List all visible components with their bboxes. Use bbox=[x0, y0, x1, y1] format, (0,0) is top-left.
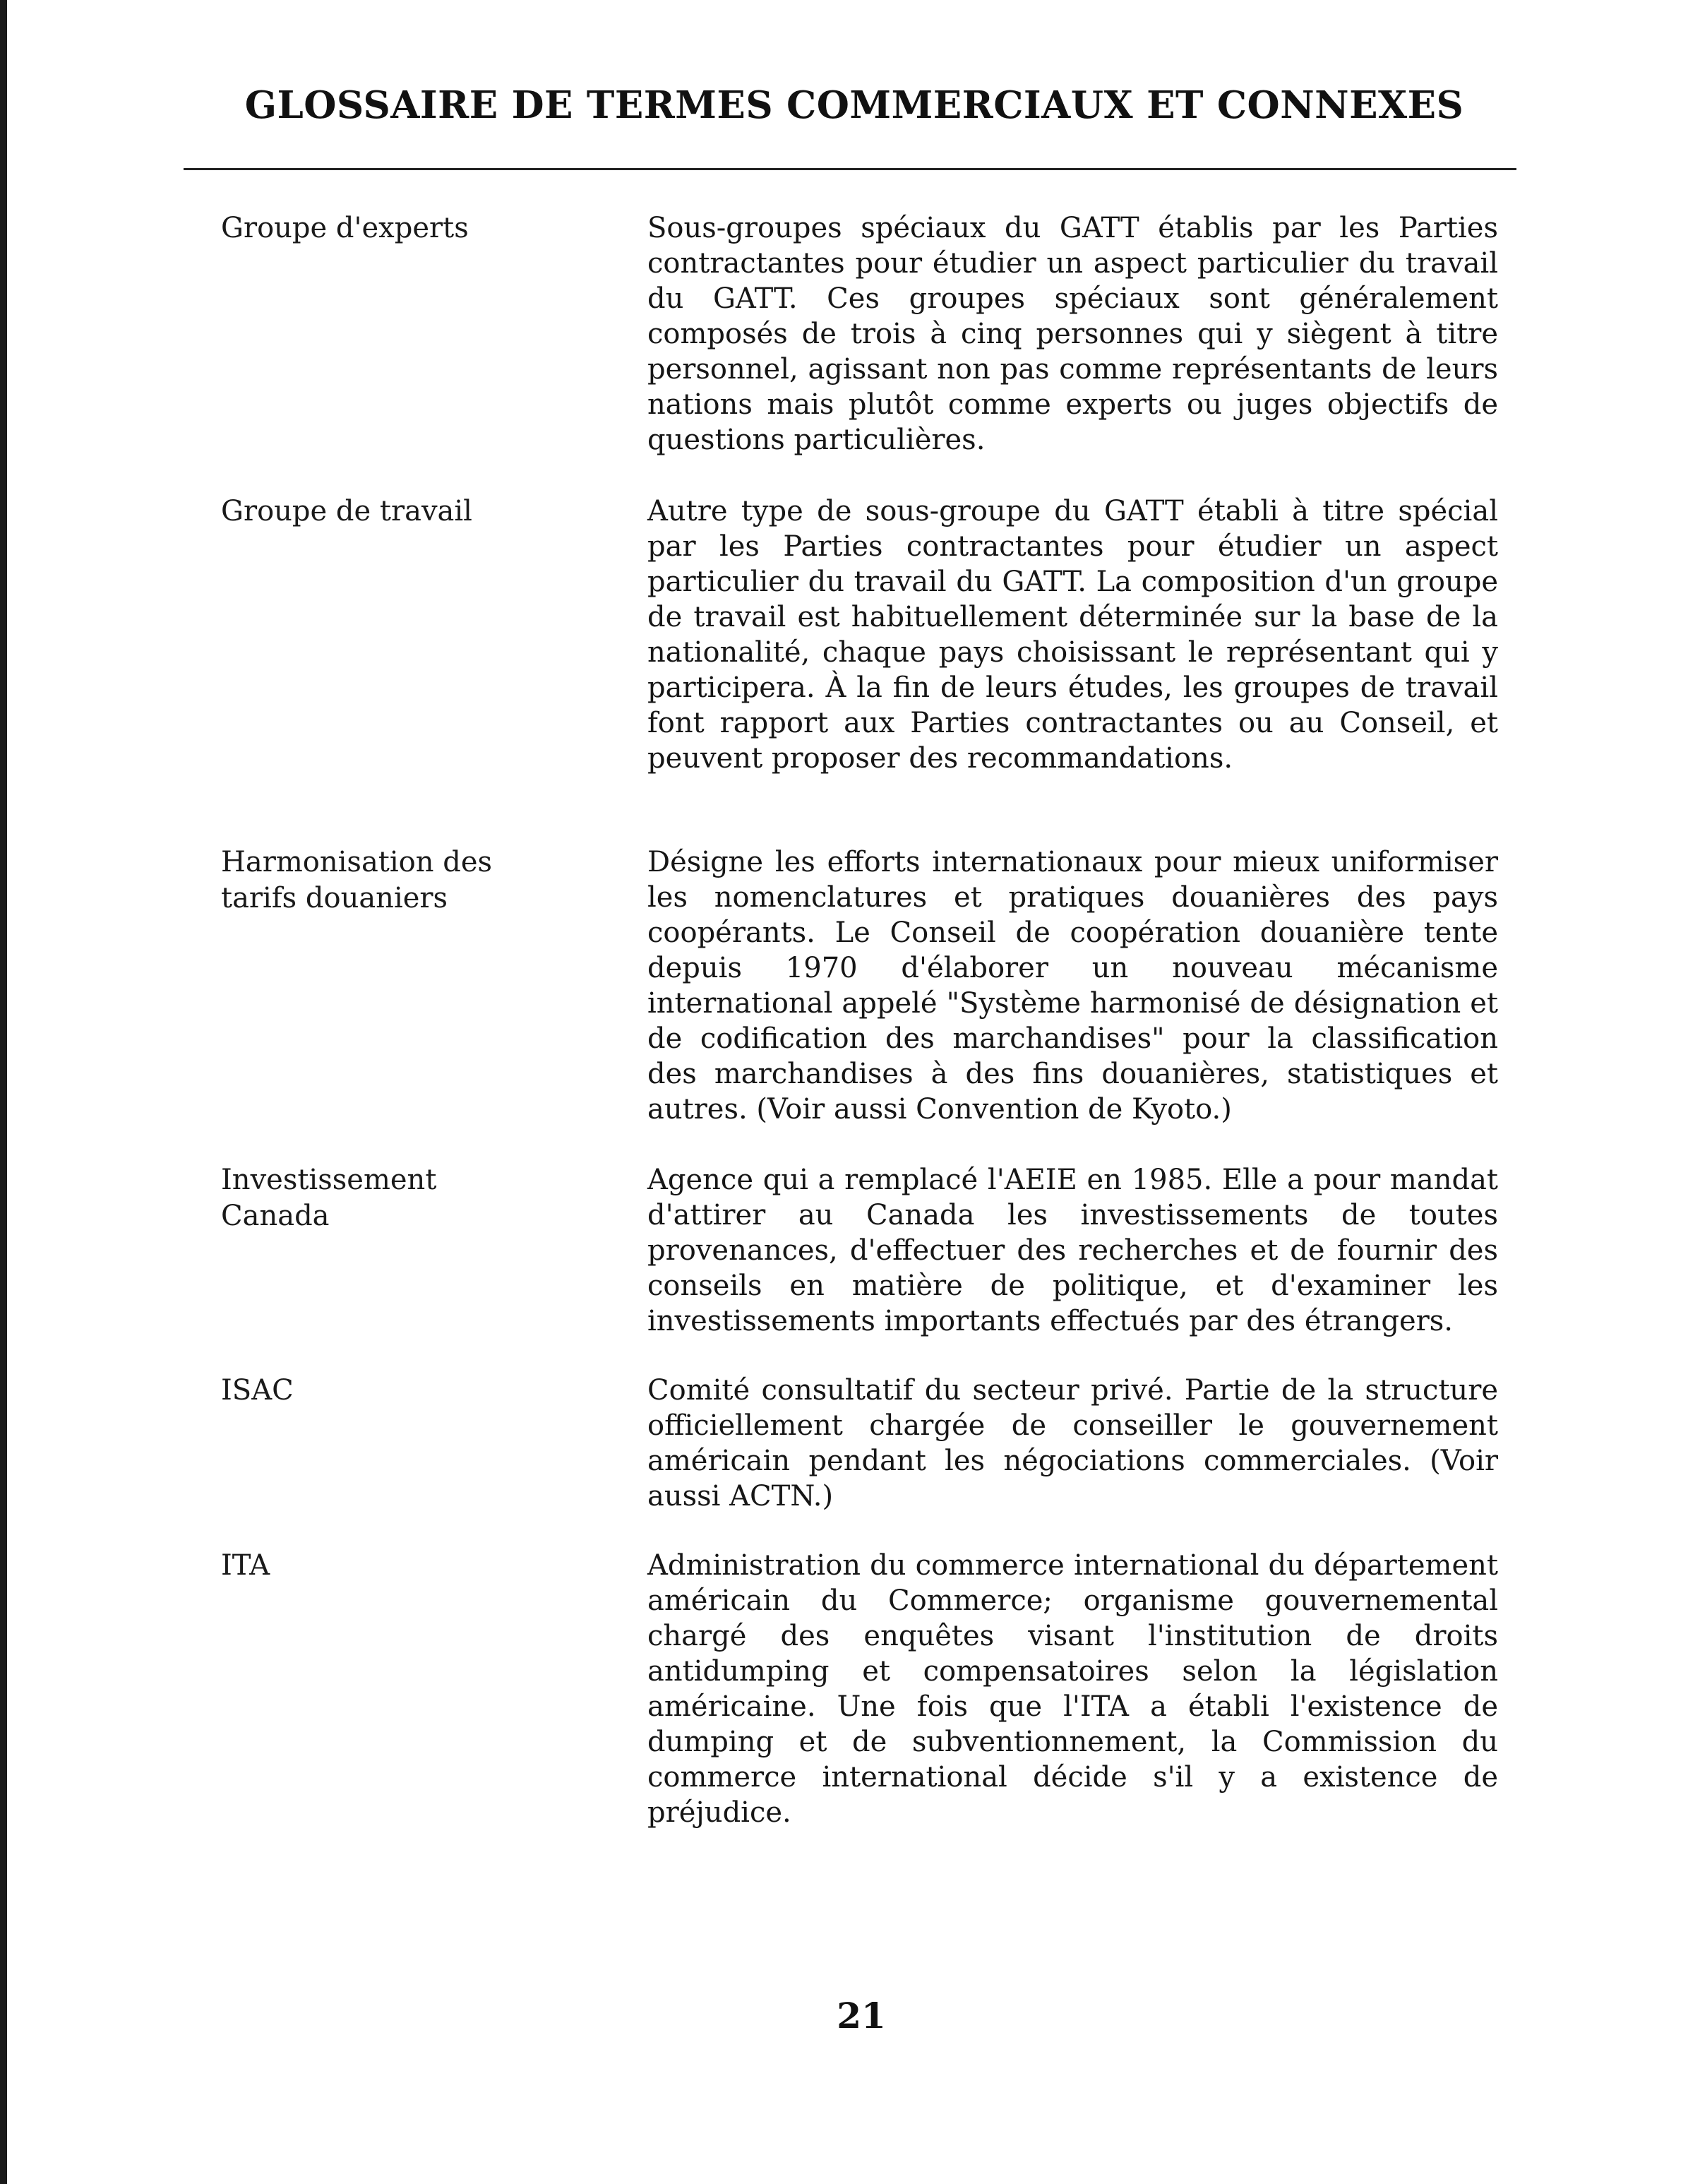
glossary-term: Groupe d'experts bbox=[221, 212, 469, 244]
header-divider bbox=[184, 168, 1516, 170]
glossary-definition: Sous-groupes spéciaux du GATT établis par les Parties contractantes pour étudier un aspect particulier du travail du GATT. Ces groupes spéciaux sont généralement composés de trois à cinq personnes qui y siègent à titre personnel, agissant non pas comme représentants de leurs nations mais plutôt comme experts ou juges objectifs de questions particulières. bbox=[647, 212, 1498, 456]
glossary-definition: Agence qui a remplacé l'AEIE en 1985. Elle a pour mandat d'attirer au Canada les investissements de toutes provenances, d'effectuer des recherches et de fournir des conseils en matière de politique, et d'examiner les investissements importants effectués par des étrangers. bbox=[647, 1164, 1498, 1337]
glossary-definition: Comité consultatif du secteur privé. Partie de la structure officiellement chargée de conseiller le gouvernement américain pendant les négociations commerciales. (Voir aussi ACTN.) bbox=[647, 1374, 1498, 1512]
glossary-term: Investissement Canada bbox=[221, 1164, 437, 1232]
page-number: 21 bbox=[837, 1995, 886, 2036]
glossary-term: Groupe de travail bbox=[221, 495, 472, 527]
page-edge-rule bbox=[0, 0, 7, 2184]
glossary-term: Harmonisation des tarifs douaniers bbox=[221, 846, 493, 914]
glossary-definition: Autre type de sous-groupe du GATT établi à titre spécial par les Parties contractantes pour étudier un aspect particulier du travail du GATT. La composition d'un groupe de travail est habituellement déterminée sur la base de la nationalité, chaque pays choisissant le représentant qui y participera. À la fin de leurs études, les groupes de travail font rapport aux Parties contractantes ou au Conseil, et peuvent proposer des recommandations. bbox=[647, 495, 1498, 775]
glossary-definition: Désigne les efforts internationaux pour mieux uniformiser les nomenclatures et pratiques douanières des pays coopérants. Le Conseil de coopération douanière tente depuis 1970 d'élaborer un nouveau mécanisme international appelé "Système harmonisé de désignation et de codification des marchandises" pour la classification des marchandises à des fins douanières, statistiques et autres. (Voir aussi Convention de Kyoto.) bbox=[647, 846, 1498, 1126]
page-title: GLOSSAIRE DE TERMES COMMERCIAUX ET CONNEXES bbox=[244, 83, 1464, 127]
glossary-definition: Administration du commerce international du département américain du Commerce; organisme gouvernemental chargé des enquêtes visant l'institution de droits antidumping et compensatoires selon la législation américaine. Une fois que l'ITA a établi l'existence de dumping et de subventionnement, la Commission du commerce international décide s'il y a existence de préjudice. bbox=[647, 1549, 1498, 1829]
glossary-term: ITA bbox=[221, 1549, 270, 1582]
glossary-term: ISAC bbox=[221, 1374, 294, 1407]
